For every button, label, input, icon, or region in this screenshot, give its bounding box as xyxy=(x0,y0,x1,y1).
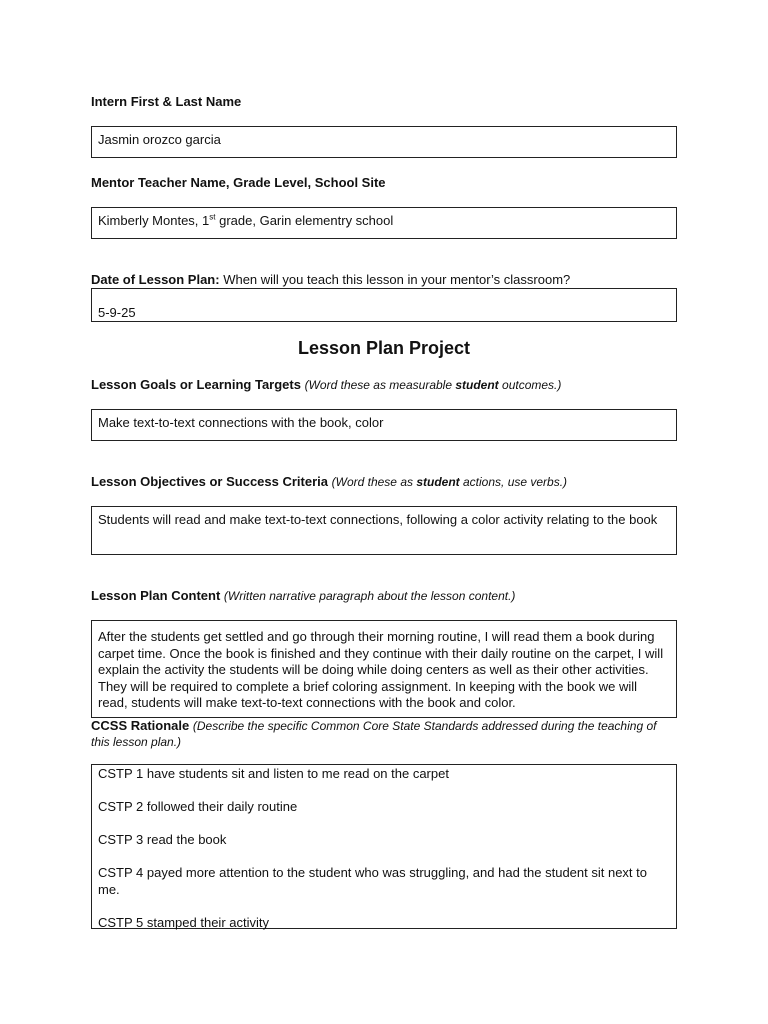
intern-label: Intern First & Last Name xyxy=(91,94,242,109)
cstp-item: CSTP 5 stamped their activity xyxy=(98,914,269,930)
intern-name-field[interactable]: Jasmin orozco garcia xyxy=(91,126,677,158)
date-prompt: When will you teach this lesson in your mentor’s classroom? xyxy=(219,272,571,287)
page-title: Lesson Plan Project xyxy=(297,338,471,358)
mentor-field[interactable] xyxy=(91,207,677,239)
ccss-label: CCSS Rationale xyxy=(91,718,190,733)
cstp-item: CSTP 2 followed their daily routine xyxy=(98,799,298,814)
goals-note: (Word these as measurable student outcomes.) xyxy=(304,378,562,392)
mentor-value-sup: st xyxy=(209,212,216,222)
ccss-header xyxy=(91,718,677,750)
cstp-item: CSTP 3 read the book xyxy=(98,832,227,847)
objectives-label-row xyxy=(91,474,567,489)
goals-field[interactable]: Make text-to-text connections with the book, color xyxy=(91,409,677,441)
mentor-value-post: grade, Garin elementry school xyxy=(215,213,394,228)
content-note: (Written narrative paragraph about the lesson content.) xyxy=(223,589,516,603)
ccss-note: (Describe the specific Common Core State Standards addressed during the teaching of this lesson plan.) xyxy=(91,719,657,749)
mentor-label: Mentor Teacher Name, Grade Level, School Site xyxy=(91,175,386,190)
objectives-label: Lesson Objectives or Success Criteria xyxy=(91,474,328,489)
cstp-item: CSTP 1 have students sit and listen to me read on the carpet xyxy=(98,766,449,781)
ccss-field[interactable] xyxy=(91,764,677,929)
content-label: Lesson Plan Content xyxy=(91,588,221,603)
date-label-row xyxy=(91,272,570,287)
date-field[interactable]: 5-9-25 xyxy=(91,288,677,322)
objectives-field[interactable]: Students will read and make text-to-text connections, following a color activity relating to the book xyxy=(91,506,677,555)
goals-label: Lesson Goals or Learning Targets xyxy=(91,377,301,392)
mentor-value-pre: Kimberly Montes, 1 xyxy=(98,213,210,228)
content-label-row xyxy=(91,588,515,603)
cstp-item: CSTP 4 payed more attention to the student who was struggling, and had the student sit next to me. xyxy=(98,865,647,897)
objectives-note: (Word these as student actions, use verbs.) xyxy=(331,475,568,489)
goals-label-row xyxy=(91,377,561,392)
content-field[interactable]: After the students get settled and go through their morning routine, I will read them a book during carpet time. Once the book is finished and they continue with their daily routine on the carpet, I will explain the activity the students will be doing while doing centers as well as their other activities. They will be required to complete a brief coloring assignment. In keeping with the book we will read, students will make text-to-text connections with the book and color. xyxy=(91,620,677,718)
date-label: Date of Lesson Plan: xyxy=(91,272,220,287)
